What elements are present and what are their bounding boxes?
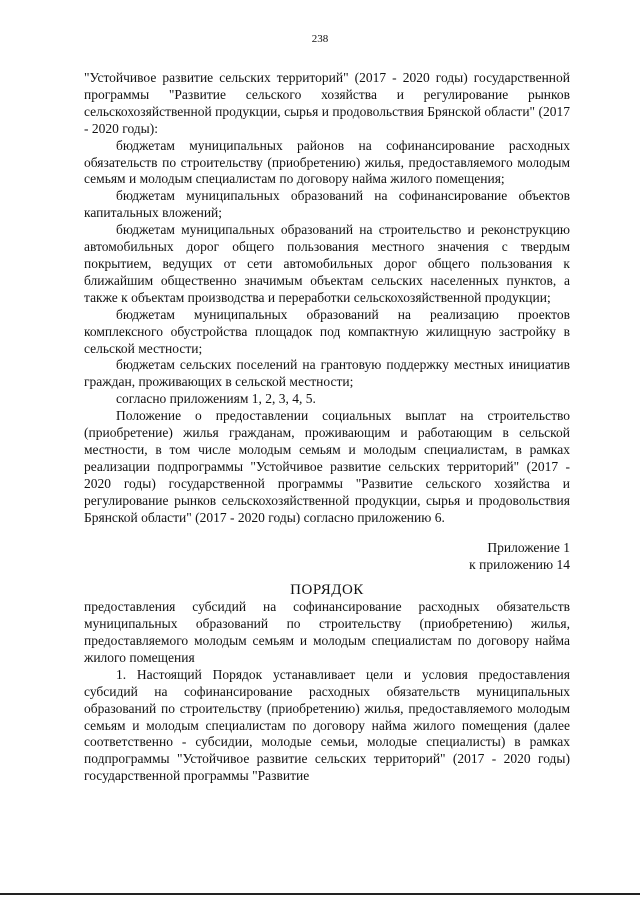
- document-subtitle: предоставления субсидий на софинансирование расходных обязательств муниципальных образований по строительству (приобретению) жилья, предоставляемого молодым семьям и молодым специалистам по договору найма жилого помещения: [84, 599, 570, 665]
- paragraph-housing-sites: бюджетам муниципальных образований на реализацию проектов комплексного обустройства площадок под компактную жилищную застройку в сельской местности;: [84, 306, 570, 356]
- appendix-line-2: к приложению 14: [469, 557, 570, 573]
- section-1-paragraph: 1. Настоящий Порядок устанавливает цели и условия предоставления субсидий на софинансирование расходных обязательств муниципальных образований по строительству (приобретению) жилья, предоставляемого молодым семьям и молодым специалистам по договору найма жилого помещения (далее соответственно - субсидии, молодые семьи, молодые специалисты) в рамках подпрограммы "Устойчивое развитие сельских территорий" (2017 - 2020 годы) государственной программы "Развитие: [84, 666, 570, 784]
- paragraph-grants: бюджетам сельских поселений на грантовую поддержку местных инициатив граждан, проживающих в сельской местности;: [84, 357, 570, 390]
- paragraph-housing-budgets: бюджетам муниципальных районов на софинансирование расходных обязательств по строительству (приобретению) жилья, предоставляемого молодым семьям и молодым специалистам по договору найма жилого помещения;: [84, 137, 570, 187]
- document-body: [84, 70, 570, 785]
- paragraph-capital-investments: бюджетам муниципальных образований на софинансирование объектов капитальных вложений;: [84, 188, 570, 221]
- paragraph-roads: бюджетам муниципальных образований на строительство и реконструкцию автомобильных дорог общего пользования местного значения с твердым покрытием, ведущих от сети автомобильных дорог общего пользования к ближайшим общественно значимым объектам сельских населенных пунктов, а также к объектам производства и переработки сельскохозяйственной продукции;: [84, 222, 570, 305]
- appendix-label: [84, 540, 570, 574]
- paragraph-intro: "Устойчивое развитие сельских территорий" (2017 - 2020 годы) государственной программы "Развитие сельского хозяйства и регулирование рынков сельскохозяйственной продукции, сырья и продовольствия Брянской области" (2017 - 2020 годы):: [84, 70, 570, 136]
- appendix-line-1: Приложение 1: [487, 540, 570, 556]
- page-number: 238: [311, 33, 329, 45]
- document-title: ПОРЯДОК: [290, 582, 364, 599]
- paragraph-social-payments: Положение о предоставлении социальных выплат на строительство (приобретение) жилья гражданам, проживающим и работающим в сельской местности, в том числе молодым семьям и молодым специалистам, в рамках реализации подпрограммы "Устойчивое развитие сельских территорий" (2017 - 2020 годы) государственной программы "Развитие сельского хозяйства и регулирование рынков сельскохозяйственной продукции, сырья и продовольствия Брянской области" (2017 - 2020 годы) согласно приложению 6.: [84, 408, 570, 525]
- paragraph-appendices-ref: согласно приложениям 1, 2, 3, 4, 5.: [116, 391, 316, 407]
- scan-bottom-edge: [0, 893, 640, 895]
